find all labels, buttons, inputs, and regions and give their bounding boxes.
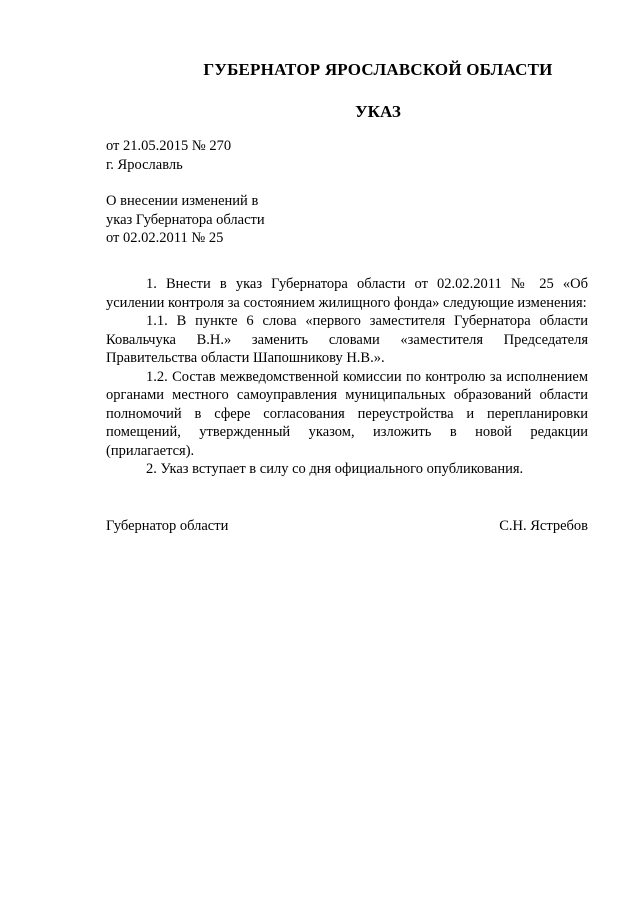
paragraph-1: 1. Внести в указ Губернатора области от 02.02.2011 № 25 «Об усилении контроля за состоянием жилищного фонда» следующие изменения: — [106, 276, 588, 311]
paragraph-2: 2. Указ вступает в силу со дня официального опубликования. — [146, 461, 524, 477]
document-type: УКАЗ — [355, 102, 401, 121]
paragraph-1-2: 1.2. Состав межведомственной комиссии по контролю за исполнением органами местного самоуправления муниципальных образований области полномочий в сфере согласования переустройства и перепланировки помещений, утвержденный указом, изложить в новой редакции (прилагается). — [106, 368, 588, 459]
paragraph-1-1: 1.1. В пункте 6 слова «первого заместителя Губернатора области Ковальчука В.Н.» заменить словами «заместителя Председателя Правительства области Шапошникову Н.В.». — [106, 313, 588, 366]
subject-line-1: О внесении изменений в — [106, 193, 259, 209]
subject-line-2: указ Губернатора области — [106, 211, 265, 228]
document-subject — [106, 192, 265, 248]
city: г. Ярославль — [106, 156, 183, 173]
org-title: ГУБЕРНАТОР ЯРОСЛАВСКОЙ ОБЛАСТИ — [203, 60, 553, 79]
signature-name: С.Н. Ястребов — [499, 518, 588, 534]
date-number: от 21.05.2015 № 270 — [106, 138, 232, 154]
signature-position: Губернатор области — [106, 518, 229, 534]
document-meta — [106, 137, 231, 174]
subject-line-3: от 02.02.2011 № 25 — [106, 230, 224, 246]
document-body — [106, 275, 588, 479]
